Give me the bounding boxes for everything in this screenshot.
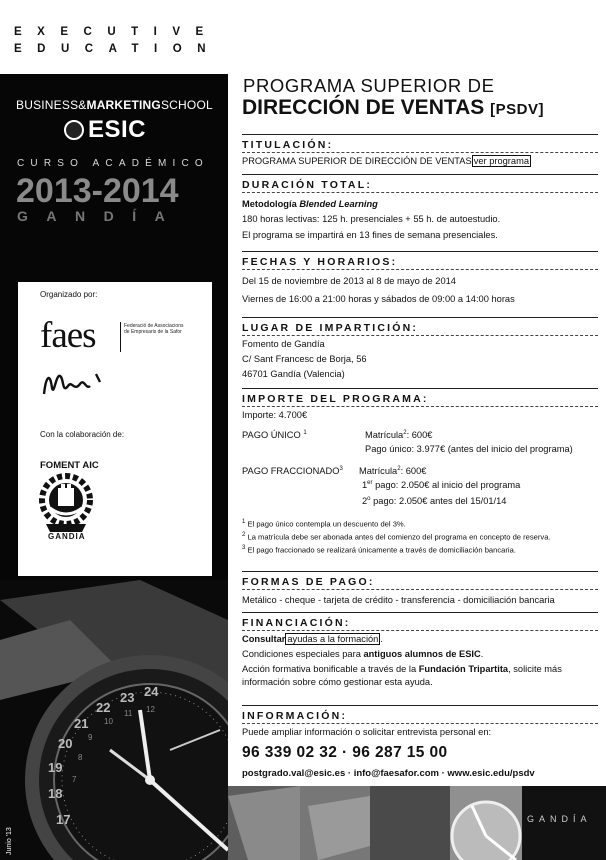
section-lugar bbox=[242, 317, 598, 381]
condiciones-text: Condiciones especiales para antiguos alumnos de ESIC. bbox=[242, 649, 484, 660]
faes-subtitle: Federació de Associacions de Empresaris de la Safor bbox=[124, 323, 184, 335]
section-financiacion: FINANCIACIÓN: Consultar ayudas a la formación . Condiciones especiales para antiguos alumnos de ESIC. Acción formativa bonificable a través de la Fundación Tripartita, solicite más información sobre cómo gestionar esta ayuda. bbox=[242, 612, 598, 688]
curso-academico: CURSO ACADÉMICO bbox=[17, 158, 209, 169]
titulacion-heading: TITULACIÓN: bbox=[242, 139, 334, 151]
foment-emblem-icon bbox=[38, 472, 94, 538]
horas-text: 180 horas lectivas: 125 h. presenciales + 55 h. de autoestudio. bbox=[242, 214, 501, 225]
exec-line-2: EDUCATION bbox=[14, 43, 222, 55]
organizado-label: Organizado por: bbox=[40, 290, 98, 299]
title-line-2: DIRECCIÓN DE VENTAS [PSDV] bbox=[242, 96, 544, 119]
importe-notes bbox=[242, 517, 598, 556]
svg-text:9: 9 bbox=[88, 733, 93, 742]
bottom-photo-strip-icon bbox=[228, 786, 522, 860]
brand-school-name: BUSINESS&MARKETINGSCHOOL bbox=[16, 98, 213, 112]
note-2: $^2$ La matrícula debe ser abonada antes del comienzo del programa en concepto de reserva. bbox=[242, 532, 551, 542]
importe-heading: IMPORTE DEL PROGRAMA: bbox=[242, 393, 429, 405]
esic-wordmark: ESIC bbox=[88, 116, 147, 143]
formas-heading: FORMAS DE PAGO: bbox=[242, 576, 375, 588]
lugar-line-2: C/ Sant Francesc de Borja, 56 bbox=[242, 354, 367, 365]
emblem-gandia-text: GANDIA bbox=[48, 532, 86, 541]
lugar-line-3: 46701 Gandía (Valencia) bbox=[242, 369, 345, 380]
segundo-pago: 2$^o$ pago: 2.050€ antes del 15/01/14 bbox=[362, 496, 507, 507]
metodologia-label: Metodología bbox=[242, 199, 297, 209]
metodologia-value: Blended Learning bbox=[299, 199, 378, 209]
signature-icon bbox=[40, 366, 110, 402]
faes-divider bbox=[120, 322, 121, 352]
svg-text:20: 20 bbox=[58, 736, 73, 751]
title-line-1: PROGRAMA SUPERIOR DE bbox=[243, 75, 495, 96]
lugar-heading: LUGAR DE IMPARTICIÓN: bbox=[242, 322, 419, 334]
section-titulacion bbox=[242, 134, 598, 167]
section-fechas bbox=[242, 251, 598, 305]
section-duracion bbox=[242, 174, 598, 242]
svg-text:12: 12 bbox=[146, 705, 155, 714]
program-code: [PSDV] bbox=[490, 101, 544, 118]
section-formas bbox=[242, 571, 598, 606]
phone-numbers[interactable]: 96 339 02 32 · 96 287 15 00 bbox=[242, 744, 448, 762]
svg-text:18: 18 bbox=[48, 786, 63, 801]
foment-label: FOMENT AIC bbox=[40, 460, 99, 471]
svg-text:8: 8 bbox=[78, 753, 83, 762]
pago-unico-label: PAGO ÚNICO bbox=[242, 430, 301, 441]
formas-text: Metálico - cheque - tarjeta de crédito - transferencia - domiciliación bancaria bbox=[242, 595, 555, 605]
pago-fraccionado-block: PAGO FRACCIONADO$^3$ Matrícula$^2$: 600€ 1er pago: 2.050€ al inicio del programa 2$^o$ pago: 2.050€ antes del 15/01/14 bbox=[242, 466, 521, 507]
section-informacion bbox=[242, 705, 598, 779]
note-1: $^1$ El pago único contempla un descuento del 3%. bbox=[242, 519, 406, 529]
pago-fraccionado-label: PAGO FRACCIONADO bbox=[242, 466, 340, 477]
titulacion-text: PROGRAMA SUPERIOR DE DIRECCIÓN DE VENTAS bbox=[242, 156, 472, 166]
importe-total: Importe: 4.700€ bbox=[242, 410, 308, 420]
svg-text:7: 7 bbox=[72, 775, 77, 784]
svg-text:19: 19 bbox=[48, 760, 63, 775]
svg-text:23: 23 bbox=[120, 690, 135, 705]
exec-line-1: EXECUTIVE bbox=[14, 26, 219, 38]
city-name: GANDÍA bbox=[17, 208, 184, 224]
academic-year: 2013-2014 bbox=[16, 172, 179, 210]
duracion-heading: DURACIÓN TOTAL: bbox=[242, 179, 373, 191]
svg-text:22: 22 bbox=[96, 700, 111, 715]
ayudas-formacion-link[interactable]: ayudas a la formación bbox=[287, 634, 379, 644]
colaboracion-label: Con la colaboración de: bbox=[40, 430, 125, 439]
executive-education-label bbox=[14, 24, 221, 58]
lugar-line-1: Fomento de Gandía bbox=[242, 339, 325, 349]
svg-text:24: 24 bbox=[144, 684, 159, 699]
svg-text:17: 17 bbox=[56, 812, 71, 827]
esic-seal-icon bbox=[64, 120, 84, 140]
esic-logo bbox=[64, 116, 146, 144]
consultar-label: Consultar bbox=[242, 634, 286, 644]
accion-text: Acción formativa bonificable a través de la Fundación Tripartita, solicite más información sobre cómo gestionar esta ayuda. bbox=[242, 664, 562, 687]
fines-text: El programa se impartirá en 13 fines de semana presenciales. bbox=[242, 230, 498, 241]
section-importe bbox=[242, 388, 598, 556]
informacion-text: Puede ampliar información o solicitar entrevista personal en: bbox=[242, 727, 492, 737]
pago-unico-block: PAGO ÚNICO $^1$ Matrícula$^2$: 600€ Pago único: 3.977€ (antes del inicio del programa) bbox=[242, 430, 573, 455]
svg-text:10: 10 bbox=[104, 717, 113, 726]
informacion-heading: INFORMACIÓN: bbox=[242, 710, 348, 722]
matricula-value: : 600€ bbox=[406, 430, 433, 441]
primer-pago: 1er pago: 2.050€ al inicio del programa bbox=[362, 480, 521, 491]
fechas-horario: Viernes de 16:00 a 21:00 horas y sábados de 09:00 a 14:00 horas bbox=[242, 294, 515, 305]
watch-graphic-icon bbox=[0, 580, 228, 860]
note-3: $^3$ El pago fraccionado se realizará únicamente a través de domiciliación bancaria. bbox=[242, 545, 516, 555]
fechas-heading: FECHAS Y HORARIOS: bbox=[242, 256, 398, 268]
fechas-rango: Del 15 de noviembre de 2013 al 8 de mayo de 2014 bbox=[242, 276, 456, 286]
pago-unico-text: Pago único: 3.977€ (antes del inicio del programa) bbox=[365, 444, 573, 455]
matricula-label: Matrícula bbox=[365, 430, 404, 441]
ver-programa-link[interactable]: ver programa bbox=[473, 156, 529, 166]
financiacion-heading: FINANCIACIÓN: bbox=[242, 617, 351, 629]
svg-text:21: 21 bbox=[74, 716, 89, 731]
svg-text:11: 11 bbox=[124, 709, 133, 718]
footer-gandia-word: GANDÍA bbox=[527, 814, 592, 824]
contact-emails[interactable]: postgrado.val@esic.es · info@faesafor.com · www.esic.edu/psdv bbox=[242, 768, 535, 780]
date-code: Junio '13 bbox=[6, 827, 13, 855]
faes-logo: faes bbox=[40, 315, 96, 356]
